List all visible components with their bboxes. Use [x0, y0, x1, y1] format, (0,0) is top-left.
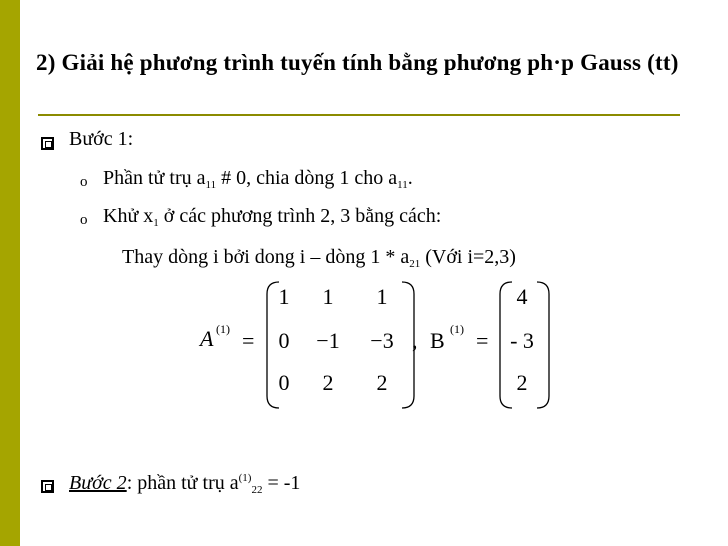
matrix-a-cell: 1 — [322, 284, 334, 309]
matrix-a-cell: −3 — [370, 328, 394, 353]
step1-item-eliminate: Khử $x_1$ ở các phương trình 2, 3 bằng cách: — [103, 205, 442, 229]
matrix-b-cell: 4 — [516, 284, 528, 309]
matrix-a-name: A — [200, 326, 214, 351]
title-underline — [38, 114, 680, 116]
matrix-a-cell: 1 — [278, 284, 290, 309]
circle-bullet-icon: o — [80, 174, 88, 190]
equals-sign: = — [242, 328, 255, 353]
matrix-a-cell: 2 — [376, 370, 388, 395]
step1-label: Bước 1: — [69, 128, 134, 150]
step2-label: Bước 2 — [69, 472, 127, 494]
matrix-b-name: B — [430, 328, 445, 353]
slide-title: 2) Giải hệ phương trình tuyến tính bằng phương ph·p Gauss (tt) — [36, 50, 679, 75]
matrix-b-cell: 2 — [516, 370, 528, 395]
matrix-b-cell: - 3 — [510, 328, 534, 353]
equals-sign: = — [476, 328, 489, 353]
comma-separator: , — [412, 328, 418, 353]
matrix-a-cell: 0 — [278, 328, 290, 353]
matrix-a-cell: 1 — [376, 284, 388, 309]
square-bullet-icon — [41, 137, 54, 150]
step1-item-pivot: Phần tử trụ $a_{11}$ # 0, chia dòng 1 cho $a_{11}$. — [103, 167, 413, 191]
matrix-a-cell: 0 — [278, 370, 290, 395]
matrix-a-superscript: (1) — [216, 322, 230, 336]
step1-replace-rule: Thay dòng i bởi dong i – dòng $1 * a_{21}$ (Với i=2,3) — [122, 246, 516, 270]
circle-bullet-icon: o — [80, 212, 88, 228]
slide-sidebar-bar — [0, 0, 20, 546]
matrix-a-cell: 2 — [322, 370, 334, 395]
matrix-b-superscript: (1) — [450, 322, 464, 336]
step2-line: Bước 2: phần tử trụ $a^{(1)}_{22} = -1$ — [69, 472, 301, 496]
square-bullet-icon — [41, 480, 54, 493]
matrix-a-cell: −1 — [316, 328, 340, 353]
